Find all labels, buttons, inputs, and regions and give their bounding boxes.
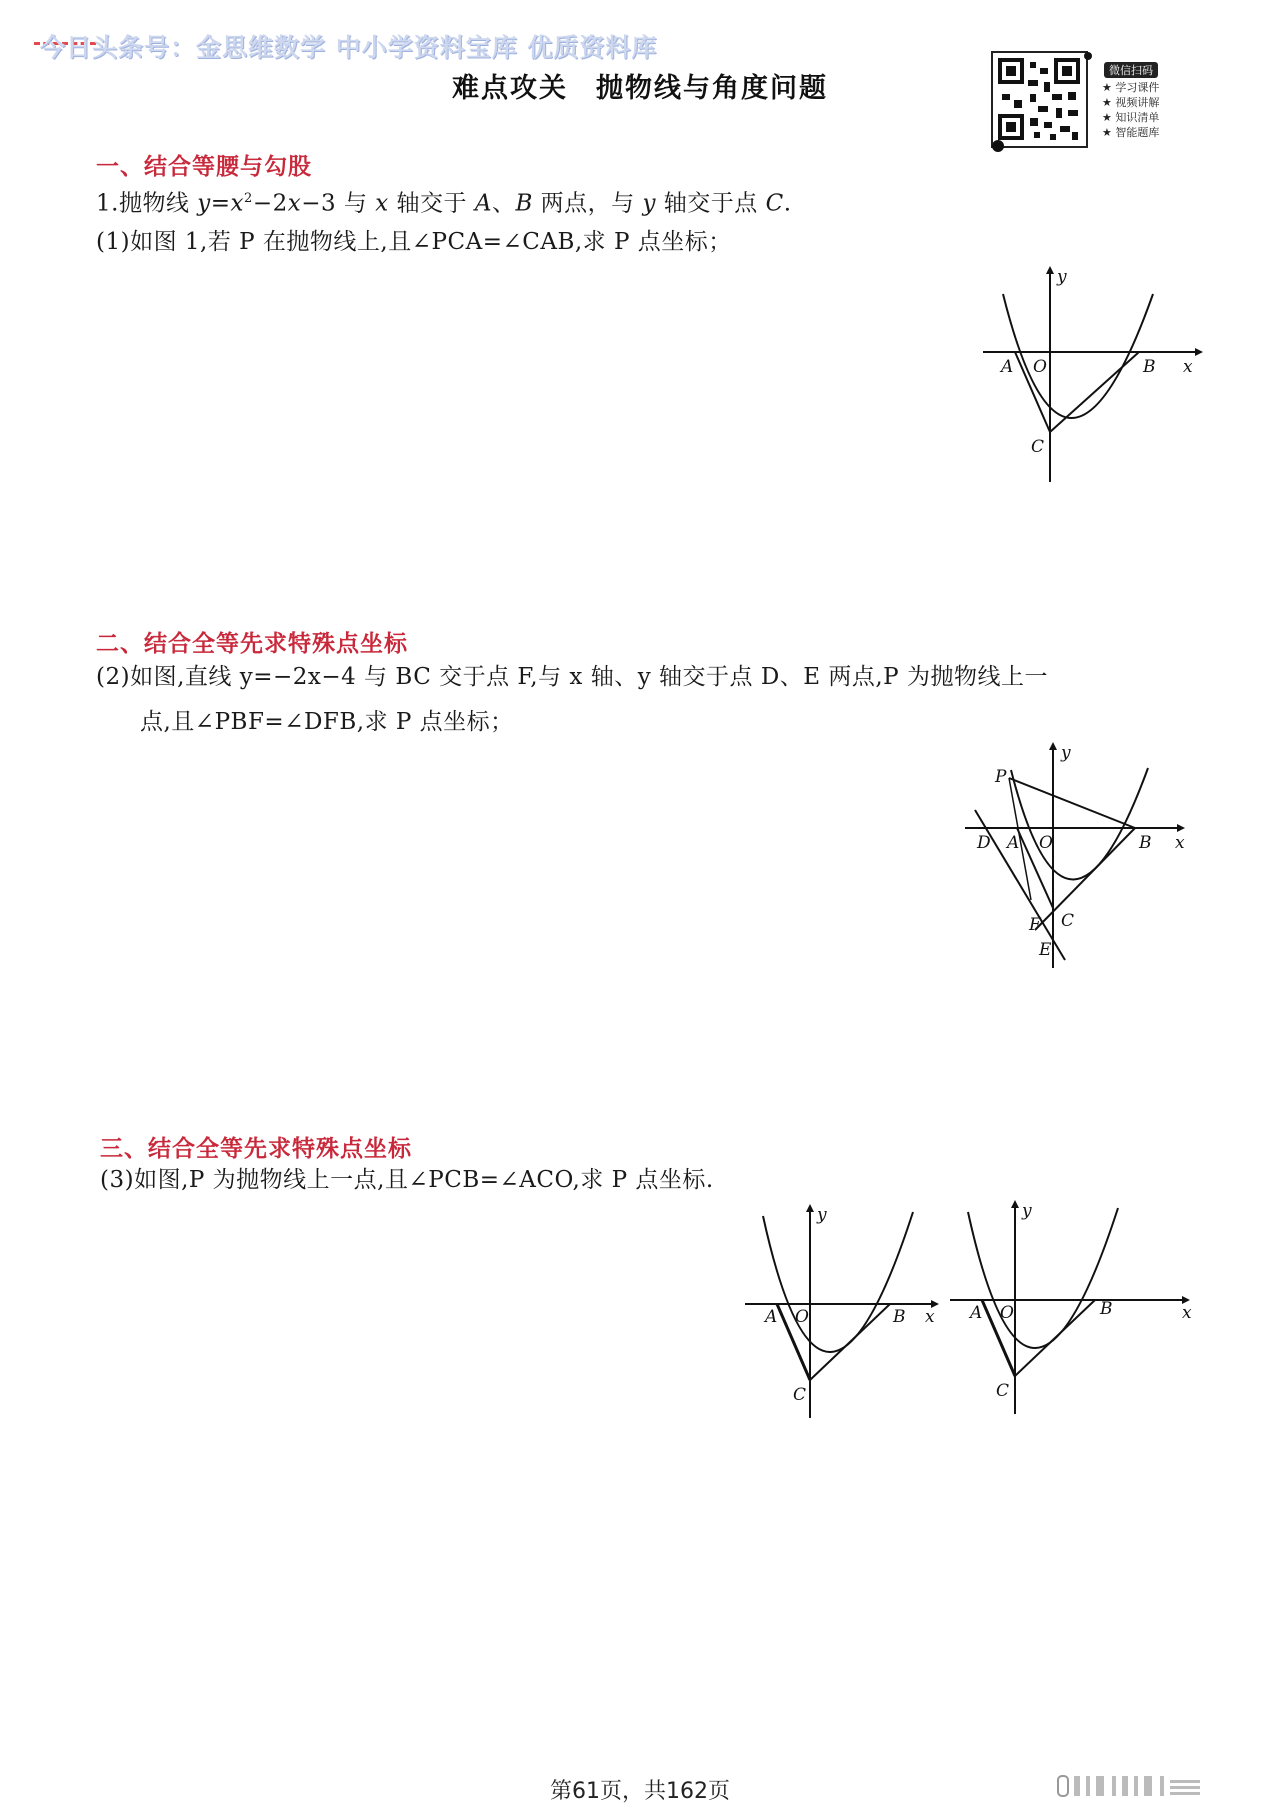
label-x: x <box>1182 1303 1192 1323</box>
parabola <box>763 1212 913 1352</box>
label-c: C <box>1031 437 1045 457</box>
label-a: A <box>1007 833 1020 853</box>
section-heading-2: 二、结合全等先求特殊点坐标 <box>96 631 408 657</box>
label-p: P <box>995 767 1007 787</box>
question-1-part-2-line-1: (2)如图,直线 y=−2x−4 与 BC 交于点 F,与 x 轴、y 轴交于点 D、E 两点,P 为抛物线上一 <box>96 664 1048 690</box>
qr-item: ★ 知识清单 <box>1102 111 1160 124</box>
y-axis-arrow <box>1011 1200 1019 1208</box>
qr-item: ★ 智能题库 <box>1102 126 1160 139</box>
x-axis-arrow <box>1177 824 1185 832</box>
label-f: F <box>1029 915 1041 935</box>
label-a: A <box>765 1307 778 1327</box>
question-1-part-3: (3)如图,P 为抛物线上一点,且∠PCB=∠ACO,求 P 点坐标. <box>100 1167 714 1193</box>
label-a: A <box>1001 357 1014 377</box>
segment-pb <box>1009 778 1135 828</box>
label-o: O <box>1039 833 1053 853</box>
label-o: O <box>1033 357 1047 377</box>
label-x: x <box>1183 357 1193 377</box>
y-axis-arrow <box>1049 742 1057 750</box>
scan-mark-icon <box>1056 1772 1256 1802</box>
question-1-part-1: (1)如图 1,若 P 在抛物线上,且∠PCA=∠CAB,求 P 点坐标； <box>96 229 732 255</box>
label-y: y <box>817 1205 827 1225</box>
label-b: B <box>1143 357 1156 377</box>
y-axis-arrow <box>1046 266 1054 274</box>
label-b: B <box>1100 1299 1113 1319</box>
question-1-stem: 1.抛物线 $y=x^2-2x-3$ 与 x 轴交于 A、B 两点，与 y 轴交于点 C. <box>96 190 792 217</box>
watermark-text: 今日头条号：金思维数学 中小学资料宝库 优质资料库 <box>40 33 658 62</box>
segment-bc <box>810 1304 890 1380</box>
y-axis-arrow <box>806 1204 814 1212</box>
qr-scan-tag: 微信扫码 <box>1104 62 1158 78</box>
parabola <box>968 1208 1118 1348</box>
title-part1: 难点攻关 <box>452 73 568 104</box>
label-o: O <box>795 1307 809 1327</box>
label-y: y <box>1022 1201 1032 1221</box>
label-x: x <box>1175 833 1185 853</box>
qr-item: ★ 视频讲解 <box>1102 96 1160 109</box>
figure-2 <box>965 740 1195 970</box>
x-axis-arrow <box>1195 348 1203 356</box>
title-part2: 抛物线与角度问题 <box>596 73 828 104</box>
label-b: B <box>1139 833 1152 853</box>
label-c: C <box>1061 911 1075 931</box>
label-c: C <box>793 1385 807 1405</box>
label-e: E <box>1039 940 1052 960</box>
label-x: x <box>925 1307 935 1327</box>
label-o: O <box>1000 1303 1014 1323</box>
figure-3-left <box>745 1200 945 1420</box>
qr-feature-list <box>1102 80 1159 140</box>
qr-code-icon <box>990 50 1095 152</box>
section-heading-3: 三、结合全等先求特殊点坐标 <box>100 1136 412 1162</box>
label-a: A <box>970 1303 983 1323</box>
label-c: C <box>996 1381 1010 1401</box>
segment-bc <box>1015 1300 1095 1376</box>
question-1-part-2-line-2: 点,且∠PBF=∠DFB,求 P 点坐标； <box>140 709 514 735</box>
qr-code <box>990 50 1095 152</box>
figure-3-right <box>950 1196 1200 1416</box>
label-d: D <box>977 833 991 853</box>
parabola <box>1011 768 1148 880</box>
segment-bc <box>1050 352 1139 432</box>
label-b: B <box>893 1307 906 1327</box>
page-number: 第61页，共162页 <box>550 1779 730 1804</box>
section-heading-1: 一、结合等腰与勾股 <box>96 154 312 180</box>
label-y: y <box>1061 743 1071 763</box>
label-y: y <box>1057 267 1067 287</box>
qr-item: ★ 学习课件 <box>1102 81 1160 94</box>
parabola <box>1003 294 1153 418</box>
figure-1 <box>975 262 1205 492</box>
